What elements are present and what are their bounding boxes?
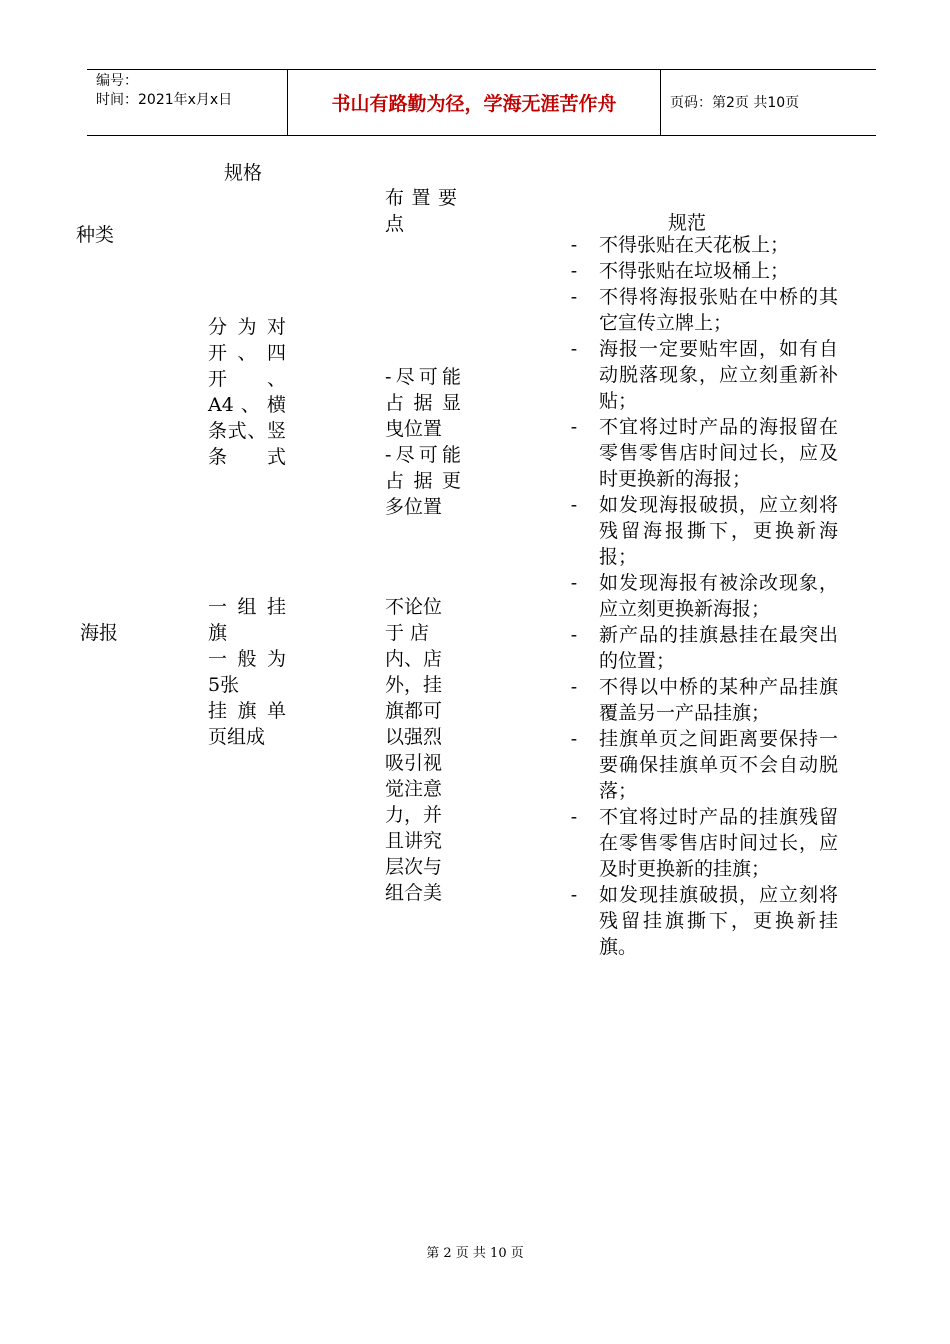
rule-text: 如发现海报破损，应立刻将残留海报撕下，更换新海报；: [599, 494, 838, 568]
header-top-border: [87, 69, 876, 70]
bullet-dash: -: [570, 234, 578, 256]
rule-text: 如发现挂旗破损，应立刻将残留挂旗撕下，更换新挂旗。: [599, 884, 838, 958]
rule-item: [566, 674, 838, 726]
page-footer: 第 2 页 共 10 页: [426, 1246, 524, 1261]
rule-text: 不宜将过时产品的海报留在零售零售店时间过长，应及时更换新的海报；: [599, 416, 838, 490]
rule-text: 挂旗单页之间距离要保持一要确保挂旗单页不会自动脱落；: [599, 728, 838, 802]
placement-poster-line: -尽可能: [385, 444, 461, 466]
bullet-dash: -: [570, 416, 578, 438]
placement-flag: [385, 594, 461, 906]
placement-flag-line: 以强烈: [385, 726, 443, 748]
placement-flag-line: 旗都可: [385, 700, 443, 722]
bullet-dash: -: [570, 806, 578, 828]
rule-item: [566, 284, 838, 336]
placement-flag-line: 内、店: [385, 648, 443, 670]
placement-poster-line: -尽可能: [385, 366, 461, 388]
rule-item: [566, 570, 838, 622]
spec-flag-line: 一般为: [208, 648, 286, 670]
rule-text: 不得将海报张贴在中桥的其它宣传立牌上；: [599, 286, 838, 334]
page-info: 页码：第2页 共10页: [670, 95, 800, 111]
placement-flag-line: 且讲究: [385, 830, 443, 852]
bullet-dash: -: [570, 494, 578, 516]
rules-list: [566, 232, 838, 960]
placement-poster-line: 曳位置: [385, 418, 443, 440]
placement-flag-line: 外，挂: [385, 674, 443, 696]
spec-flag: [208, 594, 286, 750]
header-divider-right: [660, 69, 661, 136]
placement-flag-line: 不论位: [385, 596, 443, 618]
document-number-label: 编号：: [96, 73, 138, 89]
rule-item: [566, 804, 838, 882]
bullet-dash: -: [570, 676, 578, 698]
header-motto: 书山有路勤为径，学海无涯苦作舟: [331, 93, 617, 115]
placement-flag-line: 组合美: [385, 882, 443, 904]
category-value: 海报: [80, 622, 119, 644]
spec-flag-line: 一组挂: [208, 596, 286, 618]
spec-flag-line: 页组成: [208, 726, 266, 748]
rule-item: [566, 492, 838, 570]
bullet-dash: -: [570, 624, 578, 646]
header-category: 种类: [76, 224, 115, 246]
placement-poster-line: 占据更: [385, 470, 461, 492]
rule-item: [566, 258, 838, 284]
rule-text: 海报一定要贴牢固，如有自动脱落现象，应立刻重新补贴；: [599, 338, 838, 412]
placement-poster-line: 占据显: [385, 392, 461, 414]
placement-flag-line: 力，并: [385, 804, 443, 826]
document-time-label: 时间：2021年x月x日: [96, 92, 233, 108]
rule-text: 不得张贴在天花板上；: [599, 234, 790, 256]
bullet-dash: -: [570, 338, 578, 360]
rule-text: 新产品的挂旗悬挂在最突出的位置；: [599, 624, 838, 672]
rule-item: [566, 622, 838, 674]
placement-poster-line: 多位置: [385, 496, 443, 518]
rule-text: 不宜将过时产品的挂旗残留在零售零售店时间过长，应及时更换新的挂旗；: [599, 806, 838, 880]
bullet-dash: -: [570, 728, 578, 750]
spec-flag-line: 挂旗单: [208, 700, 286, 722]
spec-flag-line: 5张: [208, 674, 240, 696]
spec-flag-line: 旗: [208, 622, 228, 644]
rule-text: 不得以中桥的某种产品挂旗覆盖另一产品挂旗；: [599, 676, 838, 724]
rule-text: 如发现海报有被涂改现象，应立刻更换新海报；: [599, 572, 838, 620]
spec-poster: 分为对开、四开、A4、横条式、竖条式: [208, 316, 286, 468]
rule-item: [566, 232, 838, 258]
header-placement: 布置要点: [385, 187, 461, 235]
bullet-dash: -: [570, 572, 578, 594]
rule-item: [566, 882, 838, 960]
bullet-dash: -: [570, 260, 578, 282]
header-rules: 规范: [668, 212, 707, 234]
placement-flag-line: 觉注意: [385, 778, 443, 800]
rule-item: [566, 336, 838, 414]
placement-flag-line: 吸引视: [385, 752, 443, 774]
placement-flag-line: 层次与: [385, 856, 443, 878]
rule-item: [566, 414, 838, 492]
header-spec: 规格: [224, 162, 263, 184]
bullet-dash: -: [570, 286, 578, 308]
rule-text: 不得张贴在垃圾桶上；: [599, 260, 790, 282]
placement-flag-line: 于 店: [385, 622, 430, 644]
placement-poster: [385, 364, 461, 520]
header-bottom-border: [87, 135, 876, 136]
rule-item: [566, 726, 838, 804]
bullet-dash: -: [570, 884, 578, 906]
